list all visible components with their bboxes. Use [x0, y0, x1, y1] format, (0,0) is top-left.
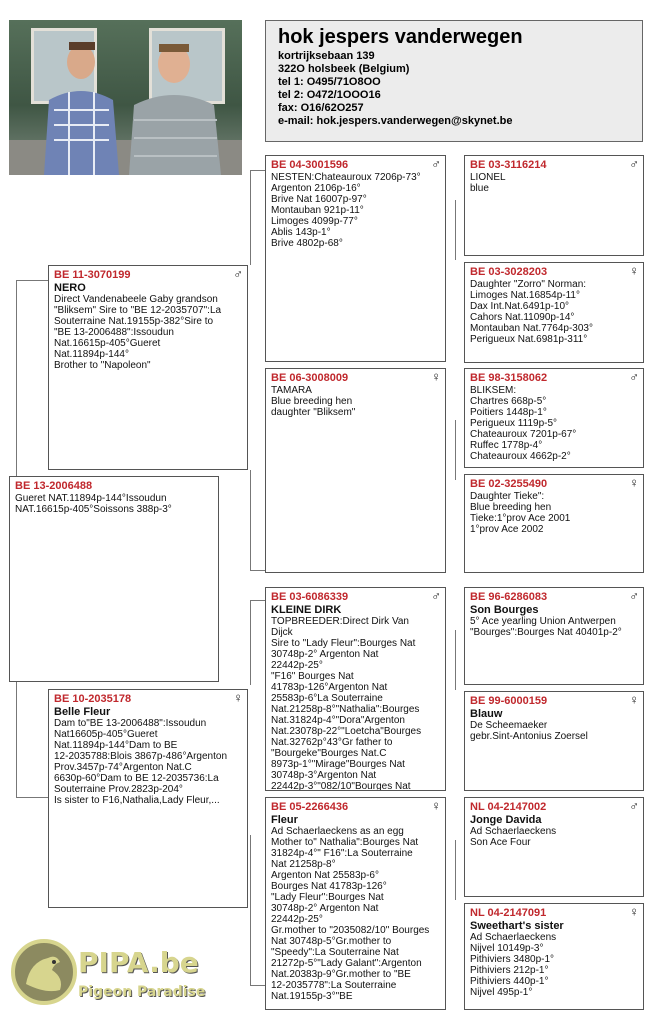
female-symbol-icon: ♀ [629, 904, 639, 919]
logo-subtitle: Pigeon Paradise [78, 984, 206, 1000]
connector [455, 630, 456, 690]
pigeon-card-dd-dam [464, 903, 644, 1010]
pigeon-card-sd-sire [464, 368, 644, 468]
male-symbol-icon: ♂ [629, 369, 639, 384]
owners-photo [9, 20, 242, 175]
connector [16, 682, 17, 797]
pigeon-card-ss-sire [464, 155, 644, 256]
pigeon-card-ds-sire [464, 587, 644, 685]
pigeon-description: Direct Vandenabeele Gaby grandson "Bliksem" Sire to "BE 12-2035707":La Souterraine Nat.19155p-382°Sire to "BE 13-2006488":Issoudun Nat.16615p-405°Gueret Nat.11894p-144° Brother to "Napoleon" [54, 294, 222, 371]
female-symbol-icon: ♀ [431, 798, 441, 813]
owner-name: hok jespers vanderwegen [278, 26, 523, 48]
pigeon-description: Daughter Tieke": Blue breeding hen Tieke:1°prov Ace 2001 1°prov Ace 2002 [470, 491, 571, 535]
pigeon-card-sire-dam [265, 368, 446, 573]
pigeon-name: Belle Fleur [54, 706, 111, 718]
connector [455, 840, 456, 900]
pigeon-description: Ad Schaerlaeckens as an egg Mother to" Nathalia":Bourges Nat 31824p-4°" F16":La Souterraine Nat 21258p-8° Argenton Nat 25583p-6° Bourges Nat 41783p-126° "Lady Fleur":Bourges Nat 30748p-2° Argenton Nat 22442p-25° Gr.mother to "2035082/10" Bourges Nat 30748p-5°Gr.mother to "Speedy":La Souterraine Nat 21272p-5°"Lady Galant":Argenton Nat.20383p-9°Gr.mother to "BE 12-2035778":La Souterraine Nat.19155p-3°"BE [271, 826, 430, 1002]
pigeon-description: Gueret NAT.11894p-144°Issoudun NAT.16615p-405°Soissons 388p-3° [15, 493, 172, 515]
female-symbol-icon: ♀ [629, 692, 639, 707]
female-symbol-icon: ♀ [233, 690, 243, 705]
male-symbol-icon: ♂ [629, 156, 639, 171]
pigeon-description: 5° Ace yearling Union Antwerpen "Bourges":Bourges Nat 40401p-2° [470, 616, 622, 638]
connector [16, 280, 48, 281]
pigeon-description: Dam to"BE 13-2006488":Issoudun Nat16605p-405°Gueret Nat.11894p-144°Dam to BE 12-2035788:Blois 3867p-486°Argenton Prov.3457p-74°Argenton Nat.C 6630p-60°Dam to BE 12-2035736:La Souterraine Prov.2823p-204° Is sister to F16,Nathalia,Lady Fleur,... [54, 718, 228, 806]
male-symbol-icon: ♂ [431, 588, 441, 603]
pigeon-name: Blauw [470, 708, 503, 720]
pigeon-card-ds-dam [464, 691, 644, 791]
connector [455, 200, 456, 260]
connector [250, 170, 251, 265]
ring-number: BE 99-6000159 [470, 695, 548, 707]
connector [16, 797, 48, 798]
pigeon-name: KLEINE DIRK [271, 604, 342, 616]
pigeon-description: LIONEL blue [470, 172, 506, 194]
ring-number: NL 04-2147091 [470, 907, 547, 919]
pigeon-card-sd-dam [464, 474, 644, 573]
ring-number: NL 04-2147002 [470, 801, 547, 813]
pigeon-card-sire-sire [265, 155, 446, 362]
ring-number: BE 96-6286083 [470, 591, 548, 603]
connector [250, 470, 251, 570]
female-symbol-icon: ♀ [629, 475, 639, 490]
pigeon-card-ss-dam [464, 262, 644, 363]
connector [16, 280, 17, 476]
pigeon-description: Ad Schaerlaeckens Nijvel 10149p-3° Pithiviers 3480p-1° Pithiviers 212p-1° Pithiviers 440p-1° Nijvel 495p-1° [470, 932, 557, 998]
pigeon-card-subject [9, 476, 219, 682]
pigeon-description: TOPBREEDER:Direct Dirk Van Dijck Sire to "Lady Fleur":Bourges Nat 30748p-2° Argenton Nat 22442p-25° "F16" Bourges Nat 41783p-126°Argenton Nat 25583p-6°La Souterraine Nat.21258p-8°"Nathalia":Bourges Nat.31824p-4°"Dora"Argenton Nat.23078p-22°"Loetcha"Bourges Nat.32762p°43°Gr father to "Bourgeke"Bourges Nat.C 8973p-1°"Mirage"Bourges Nat 30748p-3°Argenton Nat 22442p-3°"082/10"Bourges Nat [271, 616, 422, 791]
male-symbol-icon: ♂ [629, 588, 639, 603]
pigeon-card-dd-sire [464, 797, 644, 897]
ring-number: BE 03-6086339 [271, 591, 349, 603]
pigeon-description: BLIKSEM: Chartres 668p-5° Poitiers 1448p-1° Perigueux 1119p-5° Chateauroux 7201p-67° Ruffec 1778p-4° Chateauroux 4662p-2° [470, 385, 577, 462]
ring-number: BE 05-2266436 [271, 801, 349, 813]
male-symbol-icon: ♂ [629, 798, 639, 813]
pigeon-name: Son Bourges [470, 604, 539, 616]
owner-contact: kortrijksebaan 139 322O holsbeek (Belgium) tel 1: O495/71O8OO tel 2: O472/1OOO16 fax: O16/62O257 e-mail: hok.jespers.vanderwegen@skynet.be [278, 50, 513, 127]
pigeon-card-dam-sire [265, 587, 446, 791]
pigeon-description: Daughter "Zorro" Norman: Limoges Nat.16854p-11° Dax Int.Nat.6491p-10° Cahors Nat.11090p-14° Montauban Nat.7764p-303° Perigueux Nat.6981p-311° [470, 279, 593, 345]
female-symbol-icon: ♀ [629, 263, 639, 278]
pigeon-name: Fleur [271, 814, 298, 826]
pigeon-card-sire [48, 265, 248, 470]
connector [250, 835, 251, 985]
pigeon-name: NERO [54, 282, 86, 294]
connector [250, 570, 265, 571]
pigeon-name: Sweethart's sister [470, 920, 564, 932]
pigeon-card-dam [48, 689, 248, 908]
pigeon-name: Jonge Davida [470, 814, 542, 826]
connector [455, 420, 456, 480]
pigeon-description: TAMARA Blue breeding hen daughter "Bliksem" [271, 385, 356, 418]
owners-figure [9, 20, 242, 175]
ring-number: BE 03-3116214 [470, 159, 547, 171]
male-symbol-icon: ♂ [431, 156, 441, 171]
logo-text: PIPA.be [78, 946, 199, 979]
pigeon-description: De Scheemaeker gebr.Sint-Antonius Zoersel [470, 720, 588, 742]
ring-number: BE 04-3001596 [271, 159, 349, 171]
connector [250, 985, 265, 986]
pigeon-description: NESTEN:Chateauroux 7206p-73° Argenton 2106p-16° Brive Nat 16007p-97° Montauban 921p-11° Limoges 4099p-77° Ablis 143p-1° Brive 4802p-68° [271, 172, 421, 249]
ring-number: BE 02-3255490 [470, 478, 548, 490]
owner-info-box [265, 20, 643, 142]
male-symbol-icon: ♂ [233, 266, 243, 281]
female-symbol-icon: ♀ [431, 369, 441, 384]
ring-number: BE 13-2006488 [15, 480, 93, 492]
connector [250, 170, 265, 171]
connector [250, 600, 251, 685]
ring-number: BE 10-2035178 [54, 693, 132, 705]
connector [250, 600, 265, 601]
ring-number: BE 98-3158062 [470, 372, 548, 384]
ring-number: BE 06-3008009 [271, 372, 349, 384]
ring-number: BE 03-3028203 [470, 266, 548, 278]
ring-number: BE 11-3070199 [54, 269, 131, 281]
pigeon-description: Ad Schaerlaeckens Son Ace Four [470, 826, 557, 848]
pigeon-card-dam-dam [265, 797, 446, 1010]
